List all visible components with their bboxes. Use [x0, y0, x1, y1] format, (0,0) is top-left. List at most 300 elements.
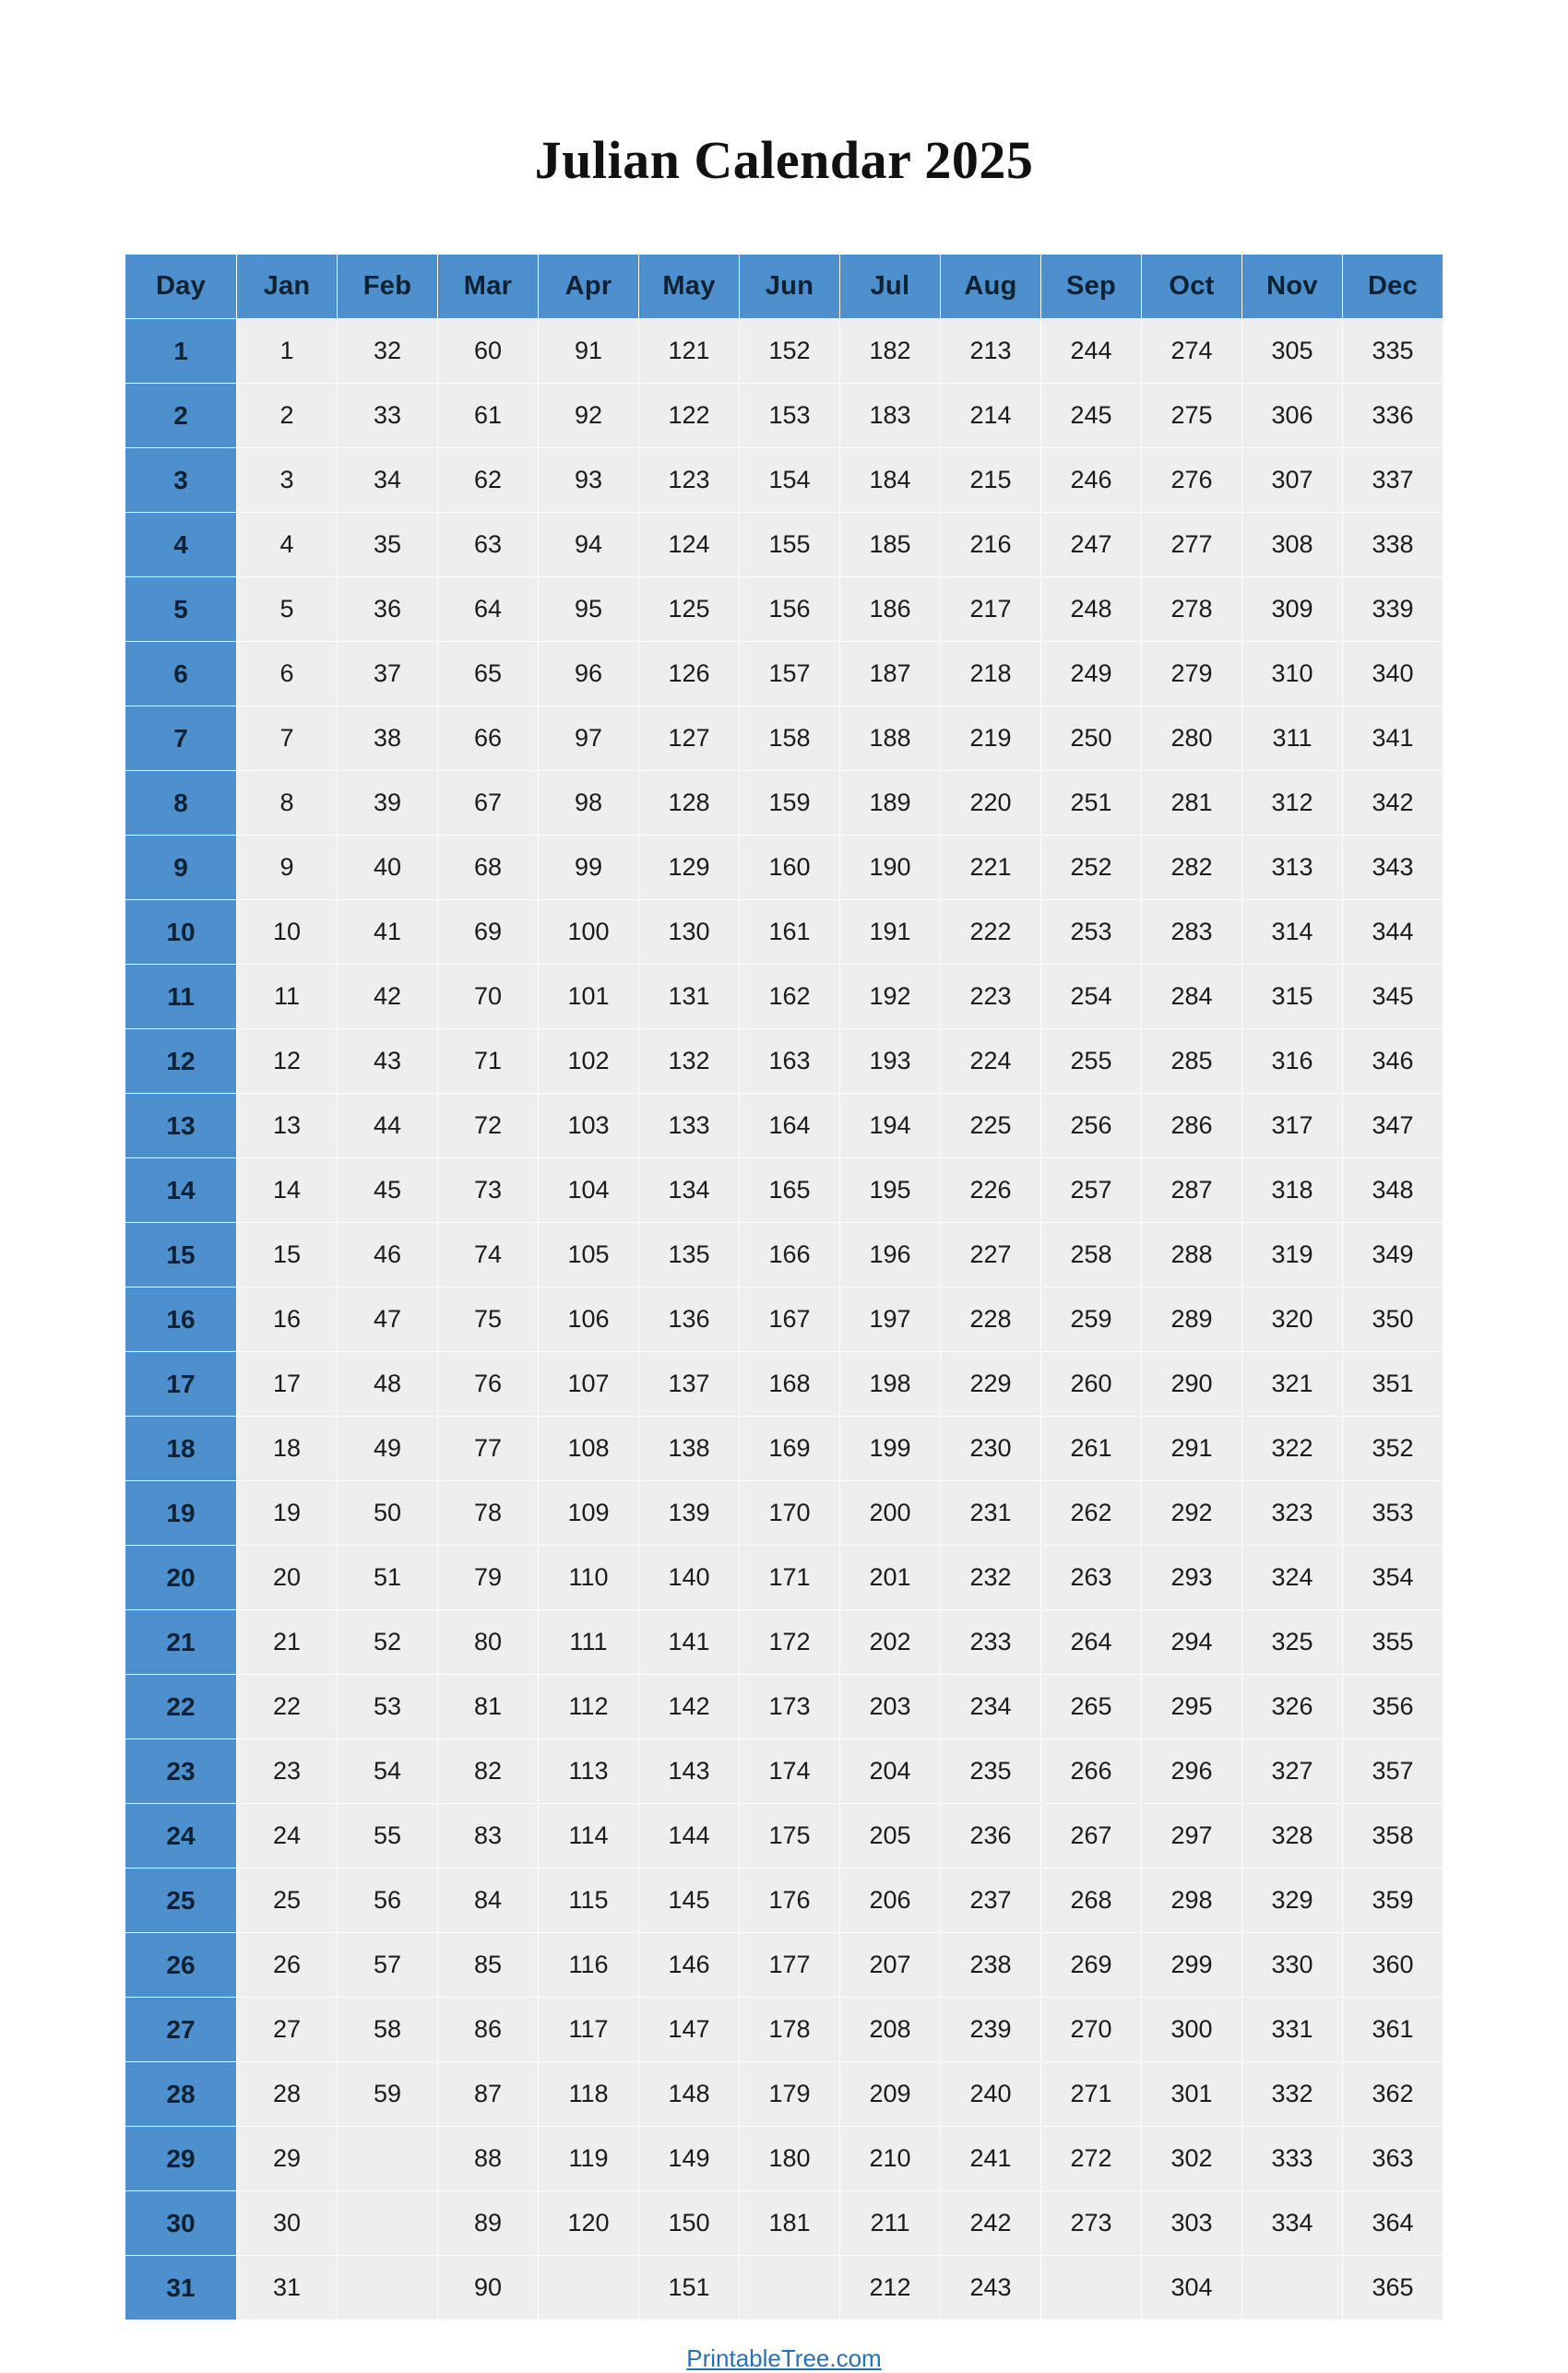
- julian-day-cell: 62: [438, 448, 539, 513]
- julian-day-cell: 349: [1343, 1223, 1443, 1287]
- julian-day-cell: 127: [639, 706, 740, 771]
- julian-day-cell: 108: [539, 1417, 639, 1481]
- julian-day-cell: 199: [840, 1417, 941, 1481]
- julian-day-cell: 119: [539, 2127, 639, 2191]
- julian-day-cell: 121: [639, 319, 740, 384]
- julian-day-cell: 310: [1242, 642, 1343, 706]
- day-number-cell: 19: [125, 1481, 237, 1546]
- julian-day-cell: 166: [740, 1223, 840, 1287]
- julian-day-cell: 89: [438, 2191, 539, 2256]
- julian-day-cell: 41: [338, 900, 438, 965]
- julian-day-cell: 364: [1343, 2191, 1443, 2256]
- julian-day-cell: 26: [237, 1933, 338, 1998]
- julian-day-cell: 40: [338, 836, 438, 900]
- julian-day-cell: 16: [237, 1287, 338, 1352]
- julian-day-cell: [338, 2256, 438, 2320]
- table-row: [125, 965, 1443, 1029]
- julian-day-cell: 168: [740, 1352, 840, 1417]
- julian-day-cell: 72: [438, 1094, 539, 1158]
- julian-day-cell: 228: [941, 1287, 1041, 1352]
- julian-day-cell: 11: [237, 965, 338, 1029]
- julian-day-cell: 122: [639, 384, 740, 448]
- julian-day-cell: 226: [941, 1158, 1041, 1223]
- julian-day-cell: 113: [539, 1739, 639, 1804]
- julian-day-cell: 281: [1142, 771, 1242, 836]
- julian-day-cell: 56: [338, 1869, 438, 1933]
- julian-day-cell: 218: [941, 642, 1041, 706]
- table-row: [125, 319, 1443, 384]
- julian-day-cell: 336: [1343, 384, 1443, 448]
- julian-day-cell: 271: [1041, 2062, 1142, 2127]
- day-number-cell: 16: [125, 1287, 237, 1352]
- julian-day-cell: 250: [1041, 706, 1142, 771]
- julian-day-cell: 57: [338, 1933, 438, 1998]
- julian-day-cell: 43: [338, 1029, 438, 1094]
- julian-day-cell: 316: [1242, 1029, 1343, 1094]
- julian-day-cell: 233: [941, 1610, 1041, 1675]
- table-row: [125, 1804, 1443, 1869]
- julian-day-cell: 163: [740, 1029, 840, 1094]
- julian-day-cell: 124: [639, 513, 740, 577]
- table-header: [125, 255, 1443, 319]
- julian-day-cell: 358: [1343, 1804, 1443, 1869]
- julian-day-cell: 66: [438, 706, 539, 771]
- julian-day-cell: 238: [941, 1933, 1041, 1998]
- julian-day-cell: 67: [438, 771, 539, 836]
- julian-day-cell: 179: [740, 2062, 840, 2127]
- day-number-cell: 14: [125, 1158, 237, 1223]
- julian-day-cell: 152: [740, 319, 840, 384]
- julian-day-cell: 314: [1242, 900, 1343, 965]
- julian-day-cell: 258: [1041, 1223, 1142, 1287]
- julian-day-cell: 116: [539, 1933, 639, 1998]
- julian-day-cell: 145: [639, 1869, 740, 1933]
- julian-day-cell: 4: [237, 513, 338, 577]
- julian-day-cell: 345: [1343, 965, 1443, 1029]
- day-number-cell: 11: [125, 965, 237, 1029]
- julian-day-cell: 231: [941, 1481, 1041, 1546]
- julian-day-cell: 169: [740, 1417, 840, 1481]
- julian-day-cell: 245: [1041, 384, 1142, 448]
- julian-day-cell: 232: [941, 1546, 1041, 1610]
- julian-day-cell: 120: [539, 2191, 639, 2256]
- julian-day-cell: 135: [639, 1223, 740, 1287]
- julian-day-cell: 162: [740, 965, 840, 1029]
- julian-day-cell: 176: [740, 1869, 840, 1933]
- julian-day-cell: 303: [1142, 2191, 1242, 2256]
- julian-day-cell: 35: [338, 513, 438, 577]
- julian-day-cell: 115: [539, 1869, 639, 1933]
- day-number-cell: 23: [125, 1739, 237, 1804]
- day-number-cell: 13: [125, 1094, 237, 1158]
- julian-day-cell: 131: [639, 965, 740, 1029]
- julian-day-cell: 93: [539, 448, 639, 513]
- julian-day-cell: 222: [941, 900, 1041, 965]
- julian-day-cell: 253: [1041, 900, 1142, 965]
- julian-day-cell: 125: [639, 577, 740, 642]
- julian-day-cell: 302: [1142, 2127, 1242, 2191]
- julian-day-cell: 9: [237, 836, 338, 900]
- julian-day-cell: 280: [1142, 706, 1242, 771]
- julian-day-cell: 46: [338, 1223, 438, 1287]
- julian-day-cell: 136: [639, 1287, 740, 1352]
- julian-day-cell: [740, 2256, 840, 2320]
- printabletree-link[interactable]: PrintableTree.com: [686, 2344, 882, 2372]
- julian-day-cell: 340: [1343, 642, 1443, 706]
- table-row: [125, 1158, 1443, 1223]
- julian-day-cell: 330: [1242, 1933, 1343, 1998]
- julian-day-cell: 290: [1142, 1352, 1242, 1417]
- julian-day-cell: 187: [840, 642, 941, 706]
- julian-day-cell: 287: [1142, 1158, 1242, 1223]
- julian-day-cell: 2: [237, 384, 338, 448]
- julian-day-cell: 130: [639, 900, 740, 965]
- column-header-sep: Sep: [1041, 255, 1142, 319]
- julian-day-cell: 114: [539, 1804, 639, 1869]
- julian-day-cell: 195: [840, 1158, 941, 1223]
- julian-day-cell: 255: [1041, 1029, 1142, 1094]
- julian-day-cell: 275: [1142, 384, 1242, 448]
- table-row: [125, 1739, 1443, 1804]
- julian-day-cell: 65: [438, 642, 539, 706]
- julian-day-cell: 111: [539, 1610, 639, 1675]
- julian-day-cell: 201: [840, 1546, 941, 1610]
- julian-day-cell: 110: [539, 1546, 639, 1610]
- julian-day-cell: 83: [438, 1804, 539, 1869]
- julian-day-cell: 294: [1142, 1610, 1242, 1675]
- day-number-cell: 27: [125, 1998, 237, 2062]
- julian-day-cell: 75: [438, 1287, 539, 1352]
- julian-day-cell: 3: [237, 448, 338, 513]
- julian-day-cell: 97: [539, 706, 639, 771]
- julian-day-cell: 348: [1343, 1158, 1443, 1223]
- julian-day-cell: 157: [740, 642, 840, 706]
- column-header-jul: Jul: [840, 255, 941, 319]
- julian-day-cell: 320: [1242, 1287, 1343, 1352]
- day-number-cell: 18: [125, 1417, 237, 1481]
- julian-day-cell: 22: [237, 1675, 338, 1739]
- julian-day-cell: 84: [438, 1869, 539, 1933]
- julian-day-cell: 34: [338, 448, 438, 513]
- column-header-day: Day: [125, 255, 237, 319]
- julian-day-cell: 356: [1343, 1675, 1443, 1739]
- julian-day-cell: 99: [539, 836, 639, 900]
- julian-day-cell: 220: [941, 771, 1041, 836]
- julian-day-cell: 27: [237, 1998, 338, 2062]
- julian-day-cell: 37: [338, 642, 438, 706]
- day-number-cell: 24: [125, 1804, 237, 1869]
- julian-day-cell: 133: [639, 1094, 740, 1158]
- page-title: Julian Calendar 2025: [534, 130, 1034, 190]
- julian-day-cell: 297: [1142, 1804, 1242, 1869]
- julian-day-cell: 19: [237, 1481, 338, 1546]
- julian-day-cell: 58: [338, 1998, 438, 2062]
- table-row: [125, 1998, 1443, 2062]
- julian-day-cell: 244: [1041, 319, 1142, 384]
- julian-day-cell: 198: [840, 1352, 941, 1417]
- julian-day-cell: 279: [1142, 642, 1242, 706]
- julian-day-cell: 277: [1142, 513, 1242, 577]
- table-row: [125, 1094, 1443, 1158]
- julian-day-cell: 262: [1041, 1481, 1142, 1546]
- julian-day-cell: 261: [1041, 1417, 1142, 1481]
- julian-day-cell: 17: [237, 1352, 338, 1417]
- day-number-cell: 31: [125, 2256, 237, 2320]
- julian-day-cell: 70: [438, 965, 539, 1029]
- julian-day-cell: 234: [941, 1675, 1041, 1739]
- julian-day-cell: 156: [740, 577, 840, 642]
- julian-day-cell: 63: [438, 513, 539, 577]
- julian-day-cell: 118: [539, 2062, 639, 2127]
- julian-day-cell: 329: [1242, 1869, 1343, 1933]
- julian-day-cell: 171: [740, 1546, 840, 1610]
- julian-calendar-table: [125, 254, 1443, 2320]
- julian-day-cell: 143: [639, 1739, 740, 1804]
- julian-day-cell: 175: [740, 1804, 840, 1869]
- julian-day-cell: 292: [1142, 1481, 1242, 1546]
- julian-day-cell: 298: [1142, 1869, 1242, 1933]
- julian-day-cell: 352: [1343, 1417, 1443, 1481]
- julian-day-cell: 197: [840, 1287, 941, 1352]
- julian-day-cell: 293: [1142, 1546, 1242, 1610]
- julian-day-cell: 64: [438, 577, 539, 642]
- julian-day-cell: 102: [539, 1029, 639, 1094]
- julian-day-cell: 239: [941, 1998, 1041, 2062]
- julian-day-cell: 354: [1343, 1546, 1443, 1610]
- day-number-cell: 15: [125, 1223, 237, 1287]
- julian-day-cell: 137: [639, 1352, 740, 1417]
- julian-day-cell: [338, 2191, 438, 2256]
- julian-day-cell: 107: [539, 1352, 639, 1417]
- julian-day-cell: 12: [237, 1029, 338, 1094]
- julian-day-cell: 81: [438, 1675, 539, 1739]
- julian-day-cell: 291: [1142, 1417, 1242, 1481]
- julian-day-cell: 150: [639, 2191, 740, 2256]
- julian-day-cell: 140: [639, 1546, 740, 1610]
- julian-day-cell: 270: [1041, 1998, 1142, 2062]
- julian-day-cell: 78: [438, 1481, 539, 1546]
- julian-day-cell: 160: [740, 836, 840, 900]
- julian-day-cell: 301: [1142, 2062, 1242, 2127]
- julian-day-cell: 315: [1242, 965, 1343, 1029]
- table-row: [125, 2127, 1443, 2191]
- table-row: [125, 900, 1443, 965]
- day-number-cell: 1: [125, 319, 237, 384]
- table-row: [125, 836, 1443, 900]
- julian-day-cell: 219: [941, 706, 1041, 771]
- table-row: [125, 1352, 1443, 1417]
- julian-day-cell: 14: [237, 1158, 338, 1223]
- julian-day-cell: 254: [1041, 965, 1142, 1029]
- day-number-cell: 6: [125, 642, 237, 706]
- julian-day-cell: 248: [1041, 577, 1142, 642]
- julian-day-cell: 39: [338, 771, 438, 836]
- julian-day-cell: 112: [539, 1675, 639, 1739]
- julian-day-cell: 49: [338, 1417, 438, 1481]
- julian-day-cell: 227: [941, 1223, 1041, 1287]
- julian-day-cell: 174: [740, 1739, 840, 1804]
- table-row: [125, 642, 1443, 706]
- julian-day-cell: 208: [840, 1998, 941, 2062]
- julian-day-cell: 90: [438, 2256, 539, 2320]
- column-header-jun: Jun: [740, 255, 840, 319]
- julian-day-cell: 148: [639, 2062, 740, 2127]
- julian-day-cell: 296: [1142, 1739, 1242, 1804]
- julian-day-cell: 29: [237, 2127, 338, 2191]
- julian-day-cell: 149: [639, 2127, 740, 2191]
- julian-day-cell: 300: [1142, 1998, 1242, 2062]
- table-row: [125, 1287, 1443, 1352]
- julian-day-cell: 55: [338, 1804, 438, 1869]
- julian-day-cell: 282: [1142, 836, 1242, 900]
- julian-day-cell: 183: [840, 384, 941, 448]
- julian-day-cell: 355: [1343, 1610, 1443, 1675]
- julian-day-cell: 1: [237, 319, 338, 384]
- julian-day-cell: 224: [941, 1029, 1041, 1094]
- table-row: [125, 2256, 1443, 2320]
- julian-day-cell: 132: [639, 1029, 740, 1094]
- julian-day-cell: 242: [941, 2191, 1041, 2256]
- julian-day-cell: 105: [539, 1223, 639, 1287]
- julian-day-cell: 235: [941, 1739, 1041, 1804]
- julian-day-cell: 38: [338, 706, 438, 771]
- table-row: [125, 1869, 1443, 1933]
- julian-day-cell: 313: [1242, 836, 1343, 900]
- julian-day-cell: 129: [639, 836, 740, 900]
- julian-day-cell: 61: [438, 384, 539, 448]
- column-header-apr: Apr: [539, 255, 639, 319]
- julian-day-cell: 95: [539, 577, 639, 642]
- table-row: [125, 2191, 1443, 2256]
- column-header-oct: Oct: [1142, 255, 1242, 319]
- julian-day-cell: 324: [1242, 1546, 1343, 1610]
- julian-day-cell: 185: [840, 513, 941, 577]
- julian-day-cell: 134: [639, 1158, 740, 1223]
- julian-day-cell: 260: [1041, 1352, 1142, 1417]
- julian-day-cell: 191: [840, 900, 941, 965]
- julian-day-cell: 154: [740, 448, 840, 513]
- julian-day-cell: 103: [539, 1094, 639, 1158]
- julian-day-cell: 180: [740, 2127, 840, 2191]
- julian-day-cell: 285: [1142, 1029, 1242, 1094]
- julian-day-cell: 246: [1041, 448, 1142, 513]
- julian-day-cell: [338, 2127, 438, 2191]
- day-number-cell: 17: [125, 1352, 237, 1417]
- julian-day-cell: 335: [1343, 319, 1443, 384]
- julian-day-cell: 186: [840, 577, 941, 642]
- day-number-cell: 26: [125, 1933, 237, 1998]
- julian-day-cell: 322: [1242, 1417, 1343, 1481]
- julian-day-cell: 332: [1242, 2062, 1343, 2127]
- column-header-may: May: [639, 255, 740, 319]
- julian-day-cell: 236: [941, 1804, 1041, 1869]
- julian-day-cell: 312: [1242, 771, 1343, 836]
- julian-day-cell: 15: [237, 1223, 338, 1287]
- footer: [125, 2320, 1443, 2373]
- julian-day-cell: 325: [1242, 1610, 1343, 1675]
- julian-day-cell: 268: [1041, 1869, 1142, 1933]
- julian-day-cell: 311: [1242, 706, 1343, 771]
- julian-day-cell: 305: [1242, 319, 1343, 384]
- julian-day-cell: 177: [740, 1933, 840, 1998]
- julian-day-cell: 249: [1041, 642, 1142, 706]
- julian-day-cell: 28: [237, 2062, 338, 2127]
- column-header-mar: Mar: [438, 255, 539, 319]
- day-number-cell: 28: [125, 2062, 237, 2127]
- julian-day-cell: 211: [840, 2191, 941, 2256]
- julian-day-cell: 181: [740, 2191, 840, 2256]
- julian-day-cell: 155: [740, 513, 840, 577]
- julian-day-cell: 327: [1242, 1739, 1343, 1804]
- julian-day-cell: 44: [338, 1094, 438, 1158]
- julian-day-cell: 365: [1343, 2256, 1443, 2320]
- julian-day-cell: 192: [840, 965, 941, 1029]
- julian-day-cell: 30: [237, 2191, 338, 2256]
- julian-day-cell: 50: [338, 1481, 438, 1546]
- julian-day-cell: 54: [338, 1739, 438, 1804]
- julian-day-cell: 153: [740, 384, 840, 448]
- julian-day-cell: 144: [639, 1804, 740, 1869]
- julian-day-cell: 42: [338, 965, 438, 1029]
- julian-day-cell: 45: [338, 1158, 438, 1223]
- julian-day-cell: 88: [438, 2127, 539, 2191]
- julian-day-cell: 350: [1343, 1287, 1443, 1352]
- column-header-aug: Aug: [941, 255, 1041, 319]
- day-number-cell: 30: [125, 2191, 237, 2256]
- julian-day-cell: 96: [539, 642, 639, 706]
- julian-day-cell: 326: [1242, 1675, 1343, 1739]
- table-row: [125, 1029, 1443, 1094]
- julian-day-cell: 91: [539, 319, 639, 384]
- julian-day-cell: 165: [740, 1158, 840, 1223]
- julian-day-cell: 337: [1343, 448, 1443, 513]
- julian-day-cell: 59: [338, 2062, 438, 2127]
- julian-day-cell: 225: [941, 1094, 1041, 1158]
- table-row: [125, 384, 1443, 448]
- julian-day-cell: 284: [1142, 965, 1242, 1029]
- julian-day-cell: 92: [539, 384, 639, 448]
- table-row: [125, 1417, 1443, 1481]
- julian-day-cell: 104: [539, 1158, 639, 1223]
- table-header-row: [125, 255, 1443, 319]
- julian-day-cell: 21: [237, 1610, 338, 1675]
- julian-day-cell: 230: [941, 1417, 1041, 1481]
- julian-day-cell: 48: [338, 1352, 438, 1417]
- day-number-cell: 7: [125, 706, 237, 771]
- julian-day-cell: 172: [740, 1610, 840, 1675]
- julian-day-cell: 323: [1242, 1481, 1343, 1546]
- julian-day-cell: 74: [438, 1223, 539, 1287]
- julian-day-cell: 360: [1343, 1933, 1443, 1998]
- day-number-cell: 22: [125, 1675, 237, 1739]
- julian-day-cell: 205: [840, 1804, 941, 1869]
- julian-day-cell: 214: [941, 384, 1041, 448]
- day-number-cell: 10: [125, 900, 237, 965]
- julian-day-cell: 343: [1343, 836, 1443, 900]
- julian-day-cell: 237: [941, 1869, 1041, 1933]
- julian-day-cell: 167: [740, 1287, 840, 1352]
- column-header-feb: Feb: [338, 255, 438, 319]
- day-number-cell: 12: [125, 1029, 237, 1094]
- julian-day-cell: 85: [438, 1933, 539, 1998]
- julian-day-cell: 341: [1343, 706, 1443, 771]
- julian-day-cell: 68: [438, 836, 539, 900]
- table-row: [125, 1933, 1443, 1998]
- julian-day-cell: [1242, 2256, 1343, 2320]
- day-number-cell: 21: [125, 1610, 237, 1675]
- julian-day-cell: 80: [438, 1610, 539, 1675]
- julian-day-cell: [539, 2256, 639, 2320]
